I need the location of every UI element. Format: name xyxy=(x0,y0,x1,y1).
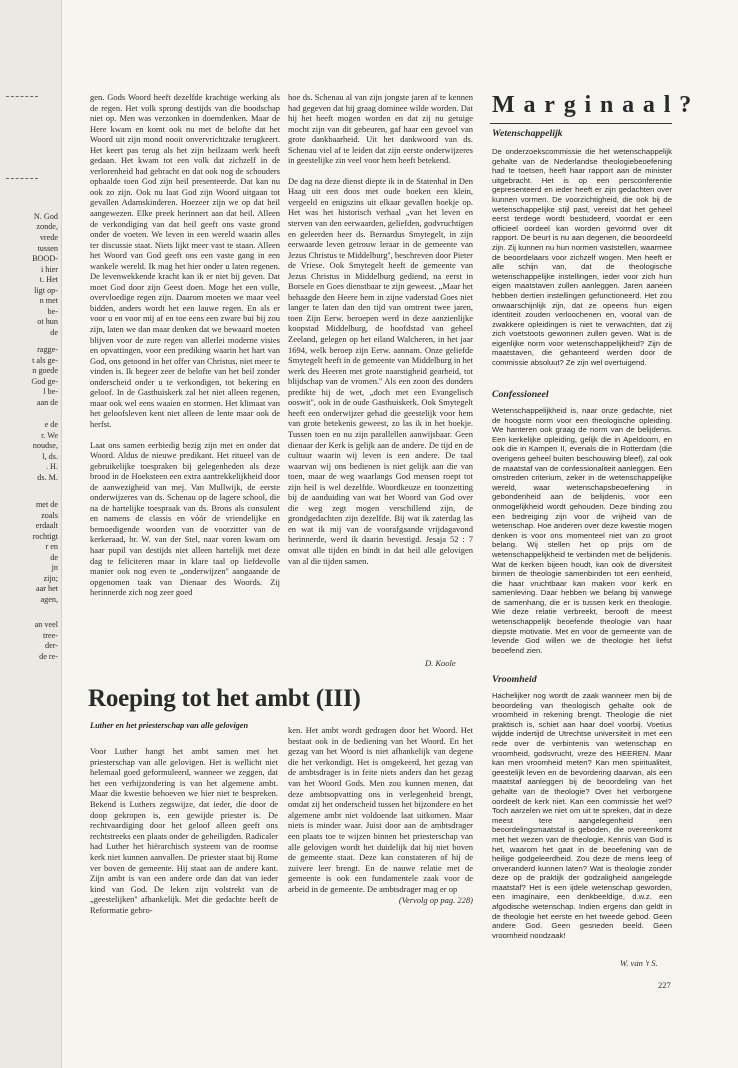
previous-page-line: BOOD- xyxy=(32,254,58,263)
paragraph: De dag na deze dienst diepte ik in de Statenhal in Den Haag uit een doos met oude boeken een klein, vergeeld en enigszins uit elkaar gevallen boekje op. Het was het historisch verhaal „van het leven en sterven van den eerwaarden, geliefden, godvruchtigen en geleerden heer ds. Bernardus Smytegelt, in zijn eerwaarde leven getrouw leraar in de gemeente van Jezus Christus te Middelburg'', beschreven door Pieter de Vriese. Ook Smytegelt heeft de gemeente van Jezus Christus in Middelburg gediend, na eerst in Borsele en Goes dienstbaar te zijn geweest. „Maar het behaagde den Heere hem in zijne vaderstad Goes niet langer te laten dan den tijd van omtrent twee jaren, toen Zijn Eerw. beroepen werd in deze aanzienlijke koopstad Middelburg, de hoofdstad van geheel Zeeland, gelegen op het eiland Walcheren, in het jaar 1694, welk beroep zijn Eerw. aannam. Onze geliefde Smytegelt heeft in de gemeente van Middelburg in het werk des Heeren met grote naarstigheid gearbeid, tot blijdschap van de vromen.'' Als een zoon des donders predikte hij de wet, „doch met een Evangelisch ooswit'', ook in de oude Gasthuiskerk. Ook Smytegelt heeft een onderwijzer gehad die geestelijk voor hem van grote betekenis geweest, zo las ik in het boekje. Tussen toen en nu zijn parallellen aanwijsbaar. Geen dienaar der Kerk is gelijk aan de andere. De tijd en de cultuur waarin wij leven is een andere. De taal waarvan wij ons bedienen is niet gelijk aan die van toen, maar de weg waarlangs God mensen roept tot zijn heil is wel dezelfde. Woordkeuze en toonzetting bij de aanduiding van wat het Woord van God over die weg zegt mogen verschillend zijn, de grondgedachten zijn dezelfde. Bij wat ik zaterdag las en wat ik mij van de voorafgaande vrijdagavond herinnerde, werd ik daarin bevestigd. Jesaja 52 : 7 omvat alle tijden en bindt in dat heil alle gelovigen van al die tijden samen. xyxy=(288,175,473,566)
section-heading-confessioneel: Confessioneel xyxy=(492,389,549,400)
previous-page-line: ds. M. xyxy=(37,473,58,482)
rule-decoration xyxy=(6,178,38,179)
previous-page-line: tussen xyxy=(37,244,58,253)
paragraph: Laat ons samen eerbiedig bezig zijn met en onder dat Woord. Aldus de nieuwe predikant. Het ritueel van de gebruikelijke toespraken bij gelegenheden als deze brood in de Hoeksteen een extra aantrekkelijkheid door de aanwezigheid van mej. Van Mullwijk, de eerste onderwijzeres van ds. Schenau op de lagere school, die na de hartelijke toespraak van ds. Brons als consulent en namens de classis en vóór de vriendelijke en bemoedigende woorden van de voorzitter van de kerkeraad, br. W. van der Stel, naar voren kwam om haar pupil van destijds niet alleen hartelijk met deze dag te feliciteren maar in klare taal op liefdevolle manier ook nog even te „onderwijzen'' aangaande de opgenomen taak van Dienaar des Woords. Zij herinnerde zich nog zeer goed xyxy=(90,439,280,598)
paragraph: De onderzoekscommissie die het wetenschappelijk gehalte van de Nederlandse theologiebeoefening had te toetsen, heeft haar rapport aan de minister uitgebracht. Het is op een persconferentie gepresenteerd en ieder heeft er zijn gedachten over kunnen vormen. De voorzichtigheid, die ook bij de wetenschappelijke stijl past, vereist dat het geheel eerst terdege wordt bestudeerd, voordat er een officieel oordeel kan worden gevormd over dit rapport. De beurt is nu aan degenen, die beoordeeld zijn. Zij kunnen nu hun normen vaststellen, waarmee de beoordelaars voor zichzelf wogen. Men heeft er alle schijn van, dat de theologische wetenschappelijke instellingen, ieder voor zich hun eigen maatstaven zullen aanleggen. Jaren aaneen hebben dertien instellingen gefunctioneerd. Het zou onwaarschijnlijk zijn, dat ze opeens hun eigen identiteit zouden verloochenen en, vooral van de zwakkere opleidingen is niet te verwachten, dat zij zich voetstoots gewonnen zullen geven. Wat is de eigenlijke norm voor wetenschappelijkheid? Zijn de maatstaven, die gehanteerd werden door de commissie absoluut? Ze zijn wel overtuigend. xyxy=(492,147,672,368)
article1-column-1 xyxy=(90,92,280,598)
previous-page-line: l be- xyxy=(43,387,58,396)
section-heading-wetenschappelijk: Wetenschappelijk xyxy=(492,128,563,139)
section-heading-vroomheid: Vroomheid xyxy=(492,674,537,685)
paragraph: gen. Gods Woord heeft dezelfde krachtige werking als de regen. Het volk sprong destijds van die boodschap niet op. Men was verzonken in doemdenken. Maar de Here kwam en komt ook nu met de belofte dat het Woord uit zijn mond nooit onvervrichtzake terugkeert. Het keert pas terug als het zijn heilzaam werk heeft gedaan. Het kwam tot een volk dat zichzelf in de verlorenheid had gebracht en dat ook nog de schouders ophaalde toen God zijn heil presenteerde. Dat kan nu ook zo zijn. Ook nu laat God zijn Woord uitgaan tot gevallen Adamskinderen. Hoezeer zijn we op dat heil aangewezen. Elke preek herinnert aan dat heil. Alleen de verkondiging van dat heil geeft ons vaste grond onder de voeten. We leven in een wereld waarin alles ter discussie staat. Niets lijkt meer vast te staan. Alleen het Woord van God geeft ons een vaste gang in een wankele wereld. Ik mag het hier onder u laten regenen. De levenwekkende kracht kan ik er niet bij geven. Dat moet God door zijn Geest doen. Moge het een volle, overvloedige regen zijn. Daarom moeten we maar veel bidden, anders wordt het een lauwe regen. En als er voor u en voor mij af en toe eens een zware bui bij zou zijn, laten we dan maar denken dat we bewaard moeten blijven voor de zure regen van allerlei moderne visies en opvattingen, voor een prediking waarin het hart van God, ons getoond in het offer van Christus, niet meer te vinden is. Ik begeer zeer de belofte van het heil zonder onderscheid onder u te verkondigen, tot bekering en geloof. In de Gasthuiskerk zal het niet alleen regenen, maar ook wel eens waaien en stormen. Het klimaat van het geloofsleven kent niet alleen de lente maar ook de herfst. xyxy=(90,92,280,429)
marginaal-author: W. van 't S. xyxy=(620,958,658,968)
previous-page-line: n goede xyxy=(32,366,58,375)
previous-page-line: erdaalt xyxy=(35,521,58,530)
title-rule xyxy=(490,123,672,124)
previous-page-line: noudse, xyxy=(32,441,58,450)
previous-page-line: jn xyxy=(51,563,58,572)
paragraph: Hachelijker nog wordt de zaak wanneer men bij de beoordeling van theologisch gehalte ook de vroomheid in rekening brengt. Theologie die niet praktisch is, schiet aan haar doel voorbij. Voetius wijdde indertijd de Utrechtse universiteit in met een rede over de verbintenis van wetenschap en vroomheid, godsvrucht, vreze des HEEREN. Maar kan men vroomheid meten? Kan men spiritualiteit, geestelijk leven en de bevordering daarvan, als een maatstaf aanleggen bij de beoordeling van het gehalte van de theologie? Over het verborgene oordeelt de kerk niet. Kan een commissie het wel? Toch aarzelen we niet om uit te spreken, dat in deze meest tere aangelegenheid een beoordelingsmaatstaf is geboden, die overeenkomt met het wezen van de theologie. Kennis van God is het, waarom het gaat in de beoefening van de heilige godgeleerdheid. Zou deze de mens leeg of onveranderd kunnen laten? Wat is theologie zonder deze op de praktijk der godzaligheid aangelegde maatstaf? Het is een ijdele wetenschap geworden, een imaginaire, een denkbeeldige, d.w.z. een afgodische wetenschap. Indien ergens dan geldt in de theologie het eerste en het tweede gebod. Geen andere God. Geen gesneden beeld. Geen vroomheid noodzaak! xyxy=(492,691,672,940)
previous-page-line: N. God xyxy=(33,212,58,221)
previous-page-line: l, ds. xyxy=(42,452,58,461)
article2-title: Roeping tot het ambt (III) xyxy=(88,685,361,712)
previous-page-line: be- xyxy=(47,307,58,316)
previous-page-line: i hier xyxy=(40,265,58,274)
article2-subtitle: Luther en het priesterschap van alle gelovigen xyxy=(90,721,249,730)
section-vroomheid xyxy=(492,691,672,940)
previous-page-line: r en xyxy=(45,542,58,551)
previous-page-line: t als ge- xyxy=(32,356,58,365)
previous-page-line: . H. xyxy=(45,462,58,471)
article2-column-2 xyxy=(288,725,473,905)
previous-page-line: vrede xyxy=(39,233,58,242)
previous-page-line: aan de xyxy=(36,398,58,407)
previous-page-line: an veel xyxy=(34,620,58,629)
previous-page-line: zonde, xyxy=(36,222,58,231)
previous-page-line: rochtigt xyxy=(32,532,58,541)
previous-page-edge xyxy=(0,0,62,1068)
previous-page-line: ragge- xyxy=(37,345,58,354)
previous-page-line: ligt op- xyxy=(34,286,58,295)
previous-page-line: met de xyxy=(35,500,58,509)
previous-page-line: aar het xyxy=(35,584,58,593)
previous-page-line: zijn; xyxy=(43,574,58,583)
previous-page-line: ot hun xyxy=(37,317,58,326)
previous-page-line: de xyxy=(50,553,58,562)
article1-author: D. Koole xyxy=(425,658,456,668)
article1-column-2 xyxy=(288,92,473,566)
previous-page-line: de xyxy=(50,328,58,337)
previous-page-line: t. Het xyxy=(39,275,58,284)
previous-page-line: der- xyxy=(44,641,58,650)
previous-page-line: de re- xyxy=(39,652,58,661)
page-number: 227 xyxy=(658,980,671,990)
section-confessioneel xyxy=(492,406,672,655)
marginaal-title: Marginaal? xyxy=(492,92,700,118)
previous-page-line: n met xyxy=(39,296,58,305)
rule-decoration xyxy=(6,96,38,97)
section-wetenschappelijk xyxy=(492,147,672,368)
paragraph: ken. Het ambt wordt gedragen door het Woord. Het bestaat ook in de bediening van het Woord. En het gezag van het Woord is niet afhankelijk van degene die het verkondigt. Het is omgekeerd, het gezag van de ambtsdrager is in feite niets anders dan het gezag van het Woord Gods. Men zou kunnen menen, dat deze ambtsopvatting ons in verlegenheid brengt, omdat zij het onderscheid tussen het bijzondere en het algemene ambt niet voldoende laat uitkomen. Maar niets is minder waar. Juist door aan de ambtsdrager een plaats toe te wijzen binnen het priesterschap van alle gelovigen wordt het duidelijk dat hij niet boven de gemeente staat. Deze kan constateren of hij de zuivere leer brengt. En de nauwe relatie met de gemeente is ook een fundamentele zaak voor de arbeid in de gemeente. De ambtsdrager mag er op xyxy=(288,725,473,894)
paragraph: hoe ds. Schenau al van zijn jongste jaren af te kennen had gegeven dat hij graag dominee wilde worden. Dat hij het heeft mogen worden en dat zij nu getuige mocht zijn van dit gebeuren, gaf haar een gevoel van grote dankbaarheid. Uit het dankwoord van ds. Schenau viel af te leiden dat zijn eerste onderwijzeres in geestelijke zin veel voor hem heeft betekend. xyxy=(288,92,473,166)
continued-note: (Vervolg op pag. 228) xyxy=(398,894,473,905)
previous-page-line: e de xyxy=(44,420,58,429)
article2-column-1 xyxy=(90,746,278,926)
previous-page-line: tree- xyxy=(43,631,58,640)
previous-page-line: agen, xyxy=(40,595,58,604)
paragraph: Wetenschappelijkheid is, naar onze gedachte, niet de hoogste norm voor een theologische opleiding. We hanteren ook graag de norm van de belijdenis. Een kerkelijke opleiding, gelijk die in Apeldoorn, en ook die in Kampen II, evenals die in Rotterdam (die overigens geheel buiten beschouwing bleef), zal ook de maatstaf van de confessionaliteit aanleggen. Een omstreden criterium, zeker in de wetenschappelijke wereld, waar wetenschapsbeoefening in gebondenheid aan de belijdenis, voor een onmogelijkheid wordt gehouden. Deze binding zou een bedreiging zijn voor de vrijheid van de wetenschap. Hoe anderen over deze kwestie mogen denken is voor ons momenteel niet van zo groot belang. Wij stellen het op prijs om de wetenschappelijkheid te verbinden met de belijdenis. Wat de kerken bijeen houdt, kan ook de diversiteit binnen de theologie samenbinden tot een eenheid, die haar vruchtbaar kan maken voor kerk en samenleving. Daar hebben we belang bij vanwege de samenhang, die er is tussen kerk en theologie. Wie deze relatie verbreekt, berooft de meest wetenschappelijk beoefende theologie van haar diepste motivatie. Met en voor de gemeente van de levende God willen we de theologie het liefst beoefend zien. xyxy=(492,406,672,655)
previous-page-line: r. We xyxy=(41,431,58,440)
paragraph: Voor Luther hangt het ambt samen met het priesterschap van alle gelovigen. Het is wellicht niet helemaal goed geformuleerd, wanneer we zeggen, dat het een verbijzondering is van het algemene ambt. Maar die kwestie behoeven we hier niet te bespreken. Bekend is Luthers zegswijze, dat ieder, die door de doop gekropen is, een gewijde priester is. De rechtvaardiging door het geloof alleen geeft ons rechtstreeks een plaats onder de geheiligden. Radicaler had Luther het hiërarchisch systeem van de roomse kerk niet kunnen aanvallen. De priester staat bij Rome ver boven de gemeente. Hij staat aan de andere kant. Zijn ambt is van een andere orde dan dat van ieder kind van God. De leken zijn volstrekt van de „geestelijken'' afhankelijk. Met die gedachte heeft de Reformatie gebro- xyxy=(90,746,278,915)
previous-page-line: God ge- xyxy=(31,377,58,386)
previous-page-line: zoals xyxy=(41,511,58,520)
